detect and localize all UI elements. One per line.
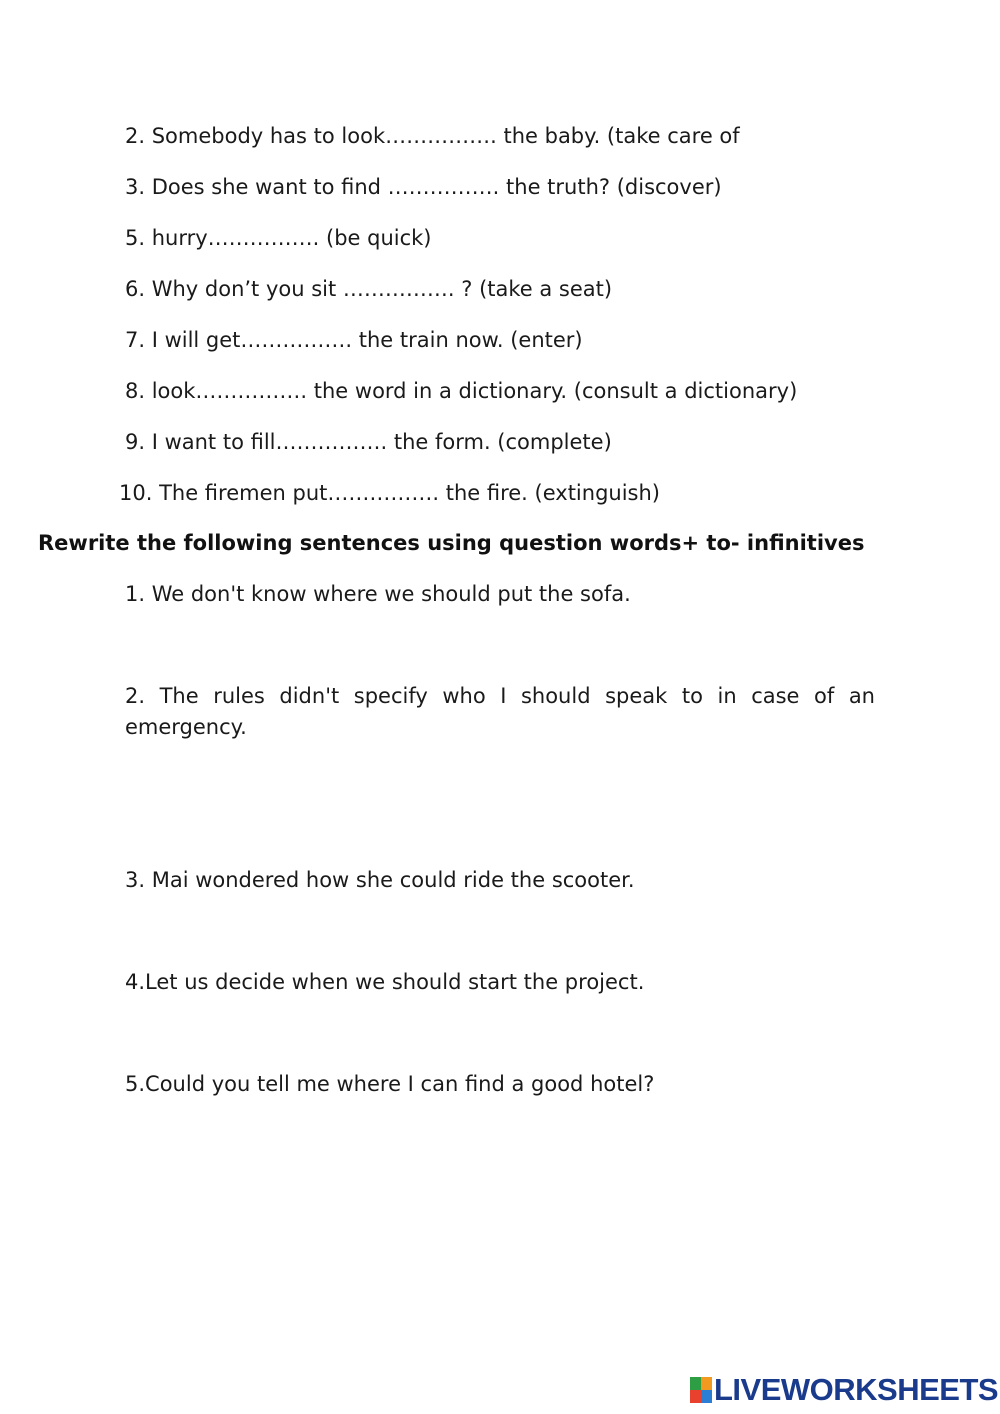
section-heading: Rewrite the following sentences using question words+ to- infinitives xyxy=(38,531,865,555)
exercise-a-item: 2. Somebody has to look……………. the baby. (take care of xyxy=(125,124,740,148)
exercise-a-item: 5. hurry……………. (be quick) xyxy=(125,226,432,250)
exercise-b-item: 1. We don't know where we should put the sofa. xyxy=(125,582,631,606)
exercise-a-item: 10. The firemen put……………. the fire. (extinguish) xyxy=(119,481,660,505)
exercise-a-item: 9. I want to fill……………. the form. (complete) xyxy=(125,430,612,454)
exercise-a-item: 7. I will get……………. the train now. (enter) xyxy=(125,328,583,352)
logo-text: LIVEWORKSHEETS xyxy=(714,1372,999,1407)
logo-mark-icon xyxy=(690,1377,712,1403)
liveworksheets-logo xyxy=(690,1372,998,1408)
logo-mark-square xyxy=(701,1377,712,1390)
exercise-a-item: 6. Why don’t you sit ……………. ? (take a seat) xyxy=(125,277,613,301)
exercise-b-item: 4.Let us decide when we should start the project. xyxy=(125,970,645,994)
logo-mark-square xyxy=(690,1377,701,1390)
exercise-b-item: 3. Mai wondered how she could ride the scooter. xyxy=(125,868,635,892)
exercise-b-item: 2. The rules didn't specify who I should speak to in case of an emergency. xyxy=(125,684,875,739)
exercise-b-item: 5.Could you tell me where I can find a good hotel? xyxy=(125,1072,655,1096)
logo-mark-square xyxy=(690,1390,701,1403)
exercise-a-item: 8. look……………. the word in a dictionary. (consult a dictionary) xyxy=(125,379,798,403)
logo-mark-square xyxy=(701,1390,712,1403)
exercise-a-item: 3. Does she want to find ……………. the truth? (discover) xyxy=(125,175,722,199)
